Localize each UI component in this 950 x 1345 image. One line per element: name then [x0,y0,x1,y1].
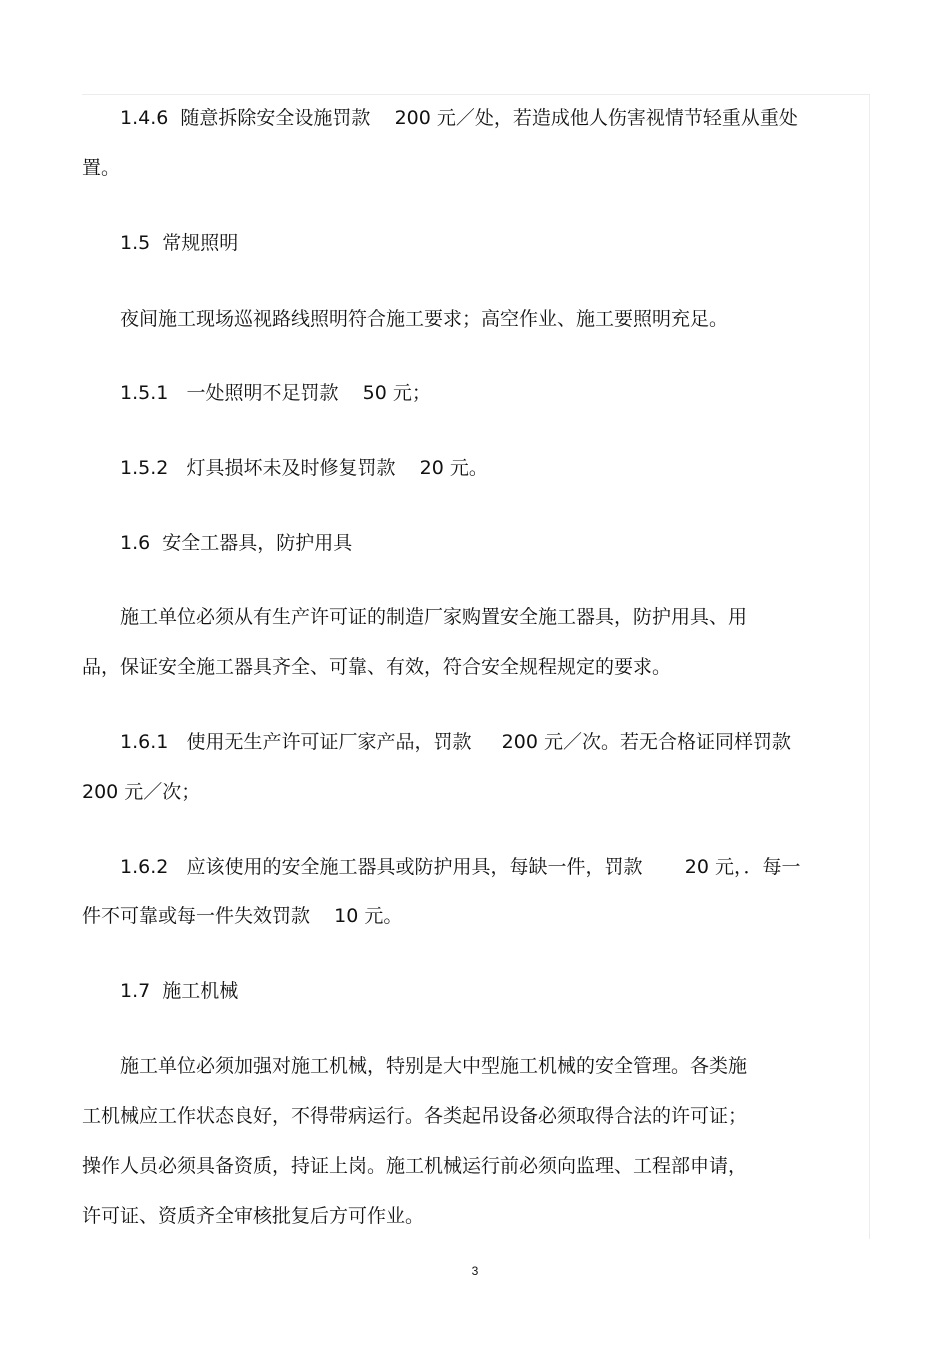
paragraph-1-5-text: 夜间施工现场巡视路线照明符合施工要求；高空作业、施工要照明充足。 [120,308,729,330]
page-frame-right [869,94,870,1239]
clause-1-5-1: 1.5.1 一处照明不足罚款 50 元； [120,382,431,404]
page-frame-top [82,94,870,95]
paragraph-1-7-line-2: 工机械应工作状态良好，不得带病运行。各类起吊设备必须取得合法的许可证； [82,1105,748,1127]
section-heading-1-7: 1.7 施工机械 [120,980,239,1002]
page-number: 3 [471,1264,479,1278]
paragraph-1-7-line-4: 许可证、资质齐全审核批复后方可作业。 [82,1205,425,1227]
clause-1-6-1-line-2: 200 元／次； [82,781,201,803]
clause-1-4-6-line-1: 1.4.6 随意拆除安全设施罚款 200 元／处，若造成他人伤害视情节轻重从重处 [120,107,798,129]
paragraph-1-6-line-2: 品，保证安全施工器具齐全、可靠、有效，符合安全规程规定的要求。 [82,656,672,678]
clause-1-5-2: 1.5.2 灯具损坏未及时修复罚款 20 元。 [120,457,488,479]
section-heading-1-5: 1.5 常规照明 [120,232,239,254]
section-heading-1-6: 1.6 安全工器具，防护用具 [120,532,353,554]
paragraph-1-7-line-1: 施工单位必须加强对施工机械，特别是大中型施工机械的安全管理。各类施 [120,1055,748,1077]
paragraph-1-7-line-3: 操作人员必须具备资质，持证上岗。施工机械运行前必须向监理、工程部申请， [82,1155,748,1177]
clause-1-6-1-line-1: 1.6.1 使用无生产许可证厂家产品，罚款 200 元／次。若无合格证同样罚款 [120,731,791,753]
clause-1-6-2-line-1: 1.6.2 应该使用的安全施工器具或防护用具，每缺一件，罚款 20 元，．每一 [120,856,801,878]
paragraph-1-6-line-1: 施工单位必须从有生产许可证的制造厂家购置安全施工器具，防护用具、用 [120,606,748,628]
clause-1-4-6-line-2: 置。 [82,157,121,179]
clause-1-6-2-line-2: 件不可靠或每一件失效罚款 10 元。 [82,905,403,927]
